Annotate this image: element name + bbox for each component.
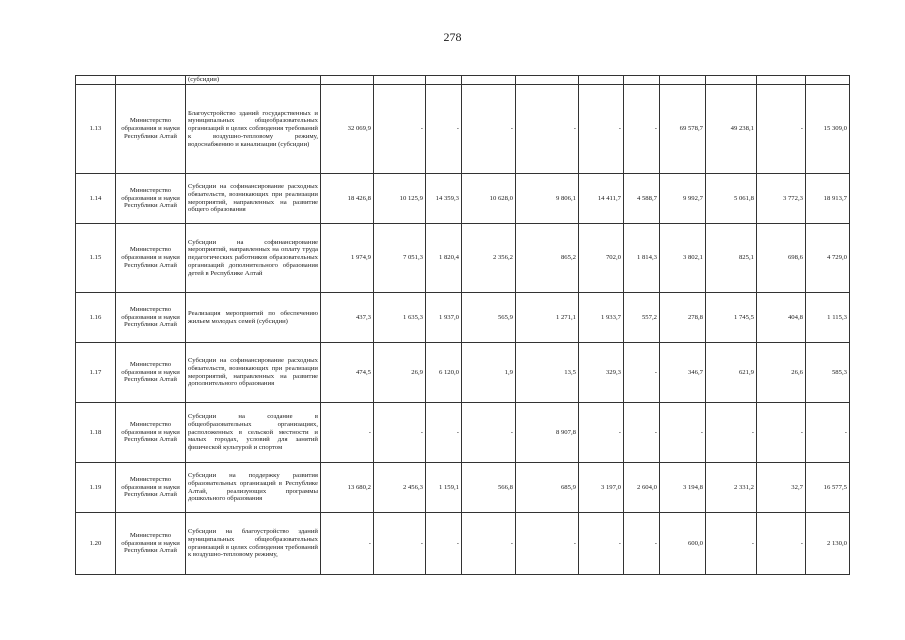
value-cell: 1,9	[462, 343, 516, 403]
table-row	[76, 174, 850, 224]
value-cell: 8 907,8	[516, 403, 579, 463]
row-number: 1.17	[76, 343, 116, 403]
value-cell: 565,9	[462, 293, 516, 343]
page-number: 278	[443, 30, 462, 44]
value-cell: -	[757, 85, 806, 174]
value-cell: 6 120,0	[426, 343, 462, 403]
value-cell: 2 130,0	[806, 513, 850, 575]
measure-description: Реализация мероприятий по обеспечению жильем молодых семей (субсидии)	[186, 293, 321, 343]
value-cell: 13,5	[516, 343, 579, 403]
value-cell: -	[706, 403, 757, 463]
value-cell: 2 356,2	[462, 224, 516, 293]
table-row	[76, 293, 850, 343]
measure-description: Субсидии на софинансирование расходных обязательств, возникающих при реализации мероприятий, направленных на развитие дополнительного образования	[186, 343, 321, 403]
value-cell: -	[806, 403, 850, 463]
value-cell: 26,9	[374, 343, 426, 403]
table-row	[76, 513, 850, 575]
value-cell: 585,3	[806, 343, 850, 403]
value-cell: -	[624, 403, 660, 463]
value-cell: 346,7	[660, 343, 706, 403]
value-cell: 2 331,2	[706, 463, 757, 513]
value-cell: 278,8	[660, 293, 706, 343]
responsible-organization: Министерство образования и науки Республики Алтай	[116, 85, 186, 174]
row-number: 1.19	[76, 463, 116, 513]
value-cell: 685,9	[516, 463, 579, 513]
value-cell: 5 061,8	[706, 174, 757, 224]
value-cell: 437,3	[321, 293, 374, 343]
measure-description: Субсидии на благоустройство зданий муниципальных общеобразовательных организаций в целях соблюдения требований к воздушно-тепловому режиму,	[186, 513, 321, 575]
value-cell: 4 729,0	[806, 224, 850, 293]
value-cell: -	[462, 403, 516, 463]
value-cell: -	[374, 403, 426, 463]
value-cell: -	[660, 403, 706, 463]
measure-description: Субсидии на поддержку развития образовательных организаций в Республике Алтай, реализующих программы дошкольного образования	[186, 463, 321, 513]
table-row	[76, 463, 850, 513]
value-cell: 825,1	[706, 224, 757, 293]
value-cell: 18 426,8	[321, 174, 374, 224]
row-number: 1.14	[76, 174, 116, 224]
value-cell: -	[624, 513, 660, 575]
value-cell: 3 194,8	[660, 463, 706, 513]
table-row	[76, 224, 850, 293]
value-cell: 1 814,3	[624, 224, 660, 293]
row-number: 1.18	[76, 403, 116, 463]
value-cell: 3 802,1	[660, 224, 706, 293]
responsible-organization: Министерство образования и науки Республики Алтай	[116, 343, 186, 403]
value-cell: 4 588,7	[624, 174, 660, 224]
value-cell: 600,0	[660, 513, 706, 575]
value-cell: -	[579, 85, 624, 174]
value-cell: 13 680,2	[321, 463, 374, 513]
row-number: 1.16	[76, 293, 116, 343]
value-cell: 1 820,4	[426, 224, 462, 293]
value-cell: -	[321, 403, 374, 463]
value-cell: 49 238,1	[706, 85, 757, 174]
value-cell: -	[624, 85, 660, 174]
table-row	[76, 403, 850, 463]
value-cell: 621,9	[706, 343, 757, 403]
value-cell: -	[516, 85, 579, 174]
responsible-organization: Министерство образования и науки Республики Алтай	[116, 403, 186, 463]
row-number: 1.13	[76, 85, 116, 174]
value-cell: 10 125,9	[374, 174, 426, 224]
value-cell: -	[426, 403, 462, 463]
value-cell: -	[426, 513, 462, 575]
value-cell: -	[579, 403, 624, 463]
value-cell: 1 635,3	[374, 293, 426, 343]
value-cell: 9 992,7	[660, 174, 706, 224]
value-cell: 7 051,3	[374, 224, 426, 293]
value-cell: -	[374, 85, 426, 174]
responsible-organization: Министерство образования и науки Республики Алтай	[116, 513, 186, 575]
value-cell: 1 937,0	[426, 293, 462, 343]
value-cell: -	[374, 513, 426, 575]
measure-description: Субсидии на софинансирование мероприятий, направленных на оплату труда педагогических работников образовательных организаций дополнительного образования детей в Республике Алтай	[186, 224, 321, 293]
value-cell: -	[757, 403, 806, 463]
value-cell: -	[516, 513, 579, 575]
value-cell: 698,6	[757, 224, 806, 293]
table-row	[76, 343, 850, 403]
value-cell: 557,2	[624, 293, 660, 343]
value-cell: 26,6	[757, 343, 806, 403]
value-cell: 1 115,3	[806, 293, 850, 343]
value-cell: 3 197,0	[579, 463, 624, 513]
row-number: 1.20	[76, 513, 116, 575]
value-cell: 9 806,1	[516, 174, 579, 224]
table-row	[76, 85, 850, 174]
responsible-organization: Министерство образования и науки Республики Алтай	[116, 174, 186, 224]
value-cell: -	[757, 513, 806, 575]
value-cell: 2 604,0	[624, 463, 660, 513]
row-number: 1.15	[76, 224, 116, 293]
value-cell: 3 772,3	[757, 174, 806, 224]
value-cell: 702,0	[579, 224, 624, 293]
responsible-organization: Министерство образования и науки Республики Алтай	[116, 293, 186, 343]
value-cell: 32,7	[757, 463, 806, 513]
value-cell: 1 159,1	[426, 463, 462, 513]
value-cell: 18 913,7	[806, 174, 850, 224]
value-cell: 10 628,0	[462, 174, 516, 224]
responsible-organization: Министерство образования и науки Республики Алтай	[116, 463, 186, 513]
value-cell: -	[462, 513, 516, 575]
value-cell: 69 578,7	[660, 85, 706, 174]
value-cell: 16 577,5	[806, 463, 850, 513]
subsidy-table	[75, 75, 850, 575]
value-cell: 14 411,7	[579, 174, 624, 224]
value-cell: 14 359,3	[426, 174, 462, 224]
value-cell: -	[426, 85, 462, 174]
value-cell: 2 456,3	[374, 463, 426, 513]
value-cell: 566,8	[462, 463, 516, 513]
value-cell: 1 271,1	[516, 293, 579, 343]
value-cell: 474,5	[321, 343, 374, 403]
value-cell: 32 069,9	[321, 85, 374, 174]
value-cell: -	[462, 85, 516, 174]
measure-description: Благоустройство зданий государственных и муниципальных общеобразовательных организаций в целях соблюдения требований к воздушно-тепловому режиму, водоснабжению и канализации (субсидии)	[186, 85, 321, 174]
value-cell: -	[624, 343, 660, 403]
responsible-organization: Министерство образования и науки Республики Алтай	[116, 224, 186, 293]
value-cell: 15 309,0	[806, 85, 850, 174]
value-cell: 1 745,5	[706, 293, 757, 343]
measure-description: Субсидии на софинансирование расходных обязательств, возникающих при реализации мероприятий, направленных на развитие общего образования	[186, 174, 321, 224]
value-cell: 1 933,7	[579, 293, 624, 343]
value-cell: 1 974,9	[321, 224, 374, 293]
measure-description: Субсидии на создание в общеобразовательных организациях, расположенных в сельской местности и малых городах, условий для занятий физической культурой и спортом	[186, 403, 321, 463]
value-cell: 865,2	[516, 224, 579, 293]
value-cell: 404,8	[757, 293, 806, 343]
value-cell: 329,3	[579, 343, 624, 403]
value-cell: -	[706, 513, 757, 575]
continuation-row	[76, 76, 850, 85]
value-cell: -	[579, 513, 624, 575]
value-cell: -	[321, 513, 374, 575]
continuation-text: (субсидии)	[186, 76, 321, 85]
